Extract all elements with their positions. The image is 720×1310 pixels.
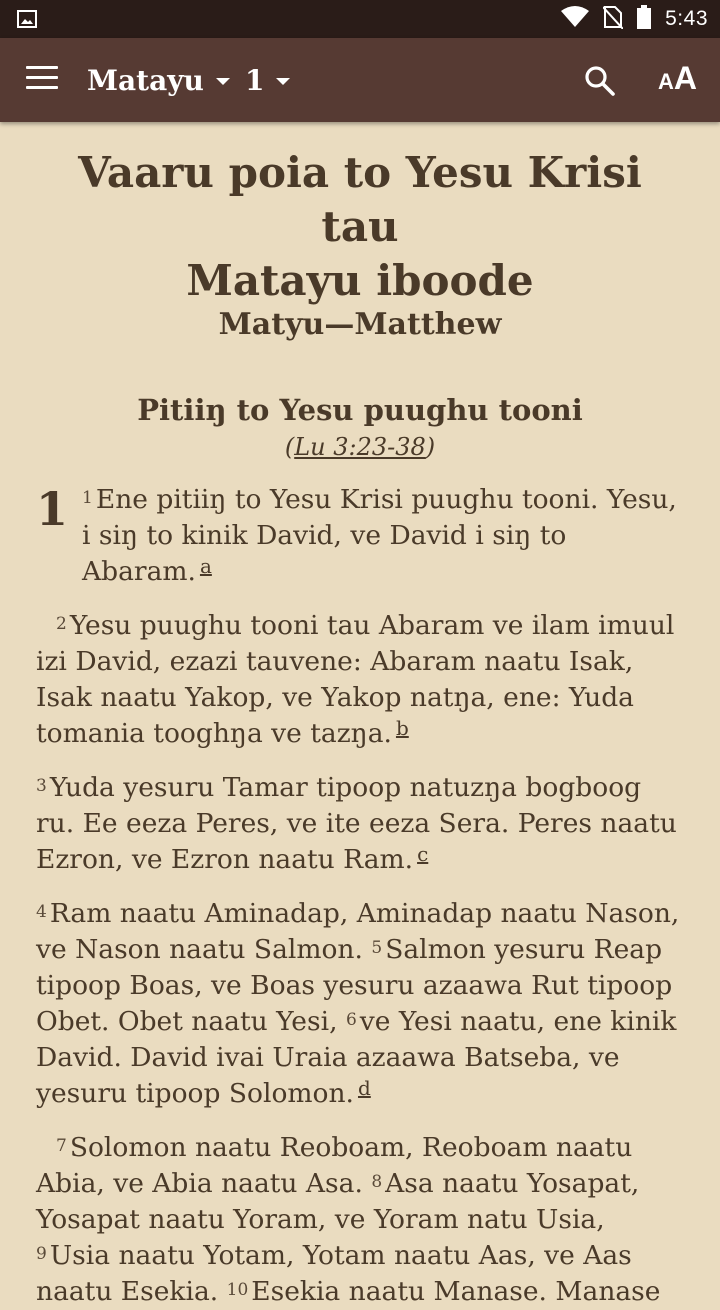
verse-number: 8 <box>371 1172 383 1192</box>
verse-number: 4 <box>36 902 47 922</box>
verse-number: 10 <box>226 1280 249 1300</box>
status-bar <box>0 0 720 38</box>
search-icon[interactable] <box>583 64 617 98</box>
clock: 5:43 <box>665 7 708 30</box>
verse-text[interactable]: ve Yesi naatu, ene kinik David. David ivai Uraia azaawa Batseba, ve yesuru tipoop Solomon. <box>36 1006 677 1109</box>
verse-number: 3 <box>36 776 47 796</box>
chapter-number-label: 1 <box>245 63 265 97</box>
verse-text[interactable]: Esekia naatu Manase. Manase <box>251 1276 661 1307</box>
footnote-marker[interactable]: c <box>417 842 429 866</box>
verse-number: 7 <box>56 1136 67 1156</box>
cross-reference-link[interactable]: Lu 3:23-38 <box>294 433 426 461</box>
chapter-selector[interactable] <box>245 58 290 102</box>
scripture-content <box>36 122 684 1310</box>
footnote-marker[interactable]: b <box>395 716 409 740</box>
paragraph <box>36 482 684 590</box>
section-heading: Pitiiŋ to Yesu puughu tooni <box>137 393 583 427</box>
menu-icon[interactable] <box>26 66 58 94</box>
verse-text[interactable]: Asa naatu Yosapat, Yosapat naatu Yoram, ve Yoram natu Usia, <box>36 1168 640 1235</box>
section-cross-reference: (Lu 3:23-38) <box>284 433 436 461</box>
verse-text[interactable]: Yesu puughu tooni tau Abaram ve ilam imuul izi David, ezazi tauvene: Abaram naatu Isak, Isak naatu Yakop, ve Yakop natŋa, ene: Yuda tomania tooghŋa ve tazŋa. <box>36 610 675 749</box>
verse-text[interactable]: Ram naatu Aminadap, Aminadap naatu Nason, ve Nason naatu Salmon. <box>36 898 680 965</box>
book-title: Vaaru poia to Yesu Krisi tau Matayu iboode <box>78 148 642 305</box>
verse-number: 1 <box>82 488 93 508</box>
verse-number: 2 <box>56 614 67 634</box>
verse-number: 6 <box>345 1010 357 1030</box>
paragraph <box>36 770 684 878</box>
verse-number: 5 <box>371 938 383 958</box>
battery-icon <box>637 5 651 33</box>
no-sim-icon <box>603 5 623 33</box>
paragraph <box>36 608 684 752</box>
verse-text[interactable]: Yuda yesuru Tamar tipoop natuzŋa bogboog ru. Ee eeza Peres, ve ite eeza Sera. Peres naatu Ezron, ve Ezron naatu Ram. <box>36 772 677 875</box>
footnote-marker[interactable]: d <box>357 1076 371 1100</box>
footnote-marker[interactable]: a <box>199 554 212 578</box>
verse-text[interactable]: Ene pitiiŋ to Yesu Krisi puughu tooni. Yesu, i siŋ to kinik David, ve David i siŋ to Abaram. <box>82 484 677 587</box>
chapter-number: 1 <box>36 482 69 536</box>
text-size-icon[interactable]: AA <box>658 60 697 96</box>
paragraph <box>36 1130 684 1310</box>
book-name: Matayu <box>87 63 204 97</box>
book-subtitle: Matyu—Matthew <box>218 307 502 342</box>
app-bar <box>0 38 720 122</box>
verse-number: 9 <box>36 1244 47 1264</box>
chevron-down-icon <box>216 78 230 85</box>
verse-text[interactable]: Solomon naatu Reoboam, Reoboam naatu Abia, ve Abia naatu Asa. <box>36 1132 633 1199</box>
verse-text[interactable]: Salmon yesuru Reap tipoop Boas, ve Boas yesuru azaawa Rut tipoop Obet. Obet naatu Yesi, <box>36 934 673 1037</box>
paragraph <box>36 896 684 1112</box>
wifi-icon <box>561 6 589 32</box>
chevron-down-icon <box>276 78 290 85</box>
verse-text[interactable]: Usia naatu Yotam, Yotam naatu Aas, ve Aas naatu Esekia. <box>36 1240 632 1307</box>
image-icon <box>17 10 37 32</box>
book-selector[interactable] <box>87 58 230 102</box>
